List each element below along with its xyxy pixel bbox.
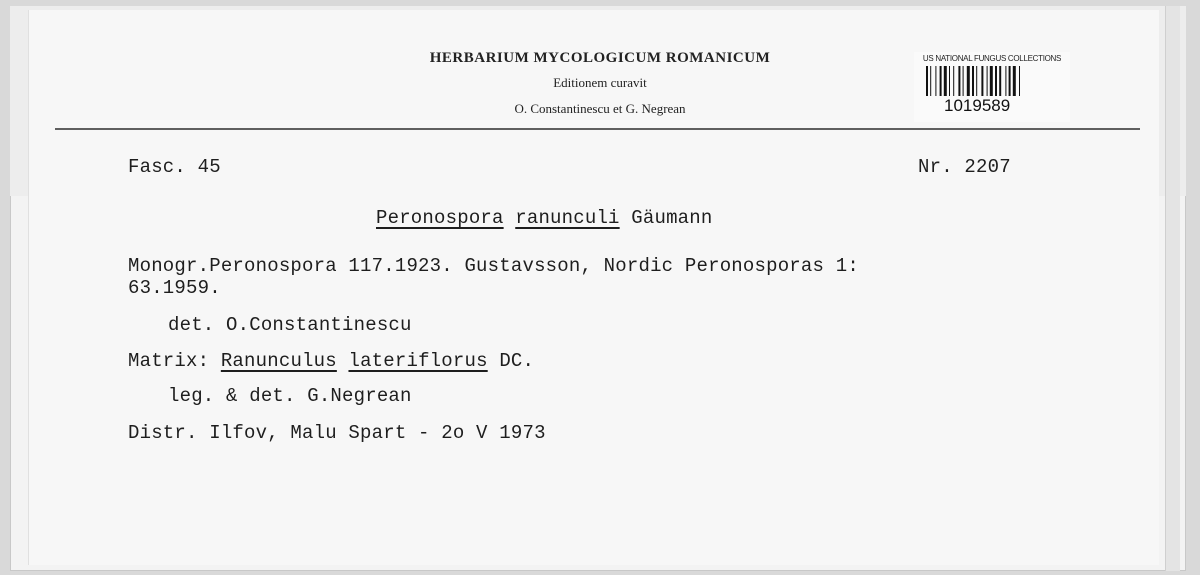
host-genus: Ranunculus (220, 350, 337, 372)
sheet-edge (1165, 6, 1180, 571)
matrix-line (128, 350, 534, 372)
species-author: Gäumann (631, 207, 713, 229)
herbarium-subtitle: Editionem curavit (553, 75, 647, 90)
reference-line-1: Monogr.Peronospora 117.1923. Gustavsson, Nordic Peronosporas 1: (128, 255, 859, 277)
collector: leg. & det. G.Negrean (168, 385, 412, 407)
herbarium-title: HERBARIUM MYCOLOGICUM ROMANICUM (429, 50, 771, 66)
barcode-number: 1019589 (944, 96, 1011, 115)
barcode-label (914, 52, 1070, 122)
herbarium-editors: O. Constantinescu et G. Negrean (514, 101, 686, 116)
barcode-icon (926, 66, 1064, 96)
fascicle-number: Fasc. 45 (128, 156, 221, 178)
species-name (376, 207, 712, 229)
reference-line-2: 63.1959. (128, 277, 221, 299)
host-epithet: lateriflorus (348, 350, 488, 372)
host-author: DC. (499, 350, 535, 372)
specimen-number: Nr. 2207 (918, 156, 1011, 178)
species-epithet: ranunculi (515, 207, 620, 229)
species-genus: Peronospora (376, 207, 504, 229)
locality: Distr. Ilfov, Malu Spart - 2o V 1973 (128, 422, 546, 444)
determiner: det. O.Constantinescu (168, 314, 412, 336)
barcode-collection: US NATIONAL FUNGUS COLLECTIONS (922, 54, 1062, 63)
header-divider (55, 128, 1140, 130)
matrix-prefix: Matrix: (128, 350, 210, 372)
